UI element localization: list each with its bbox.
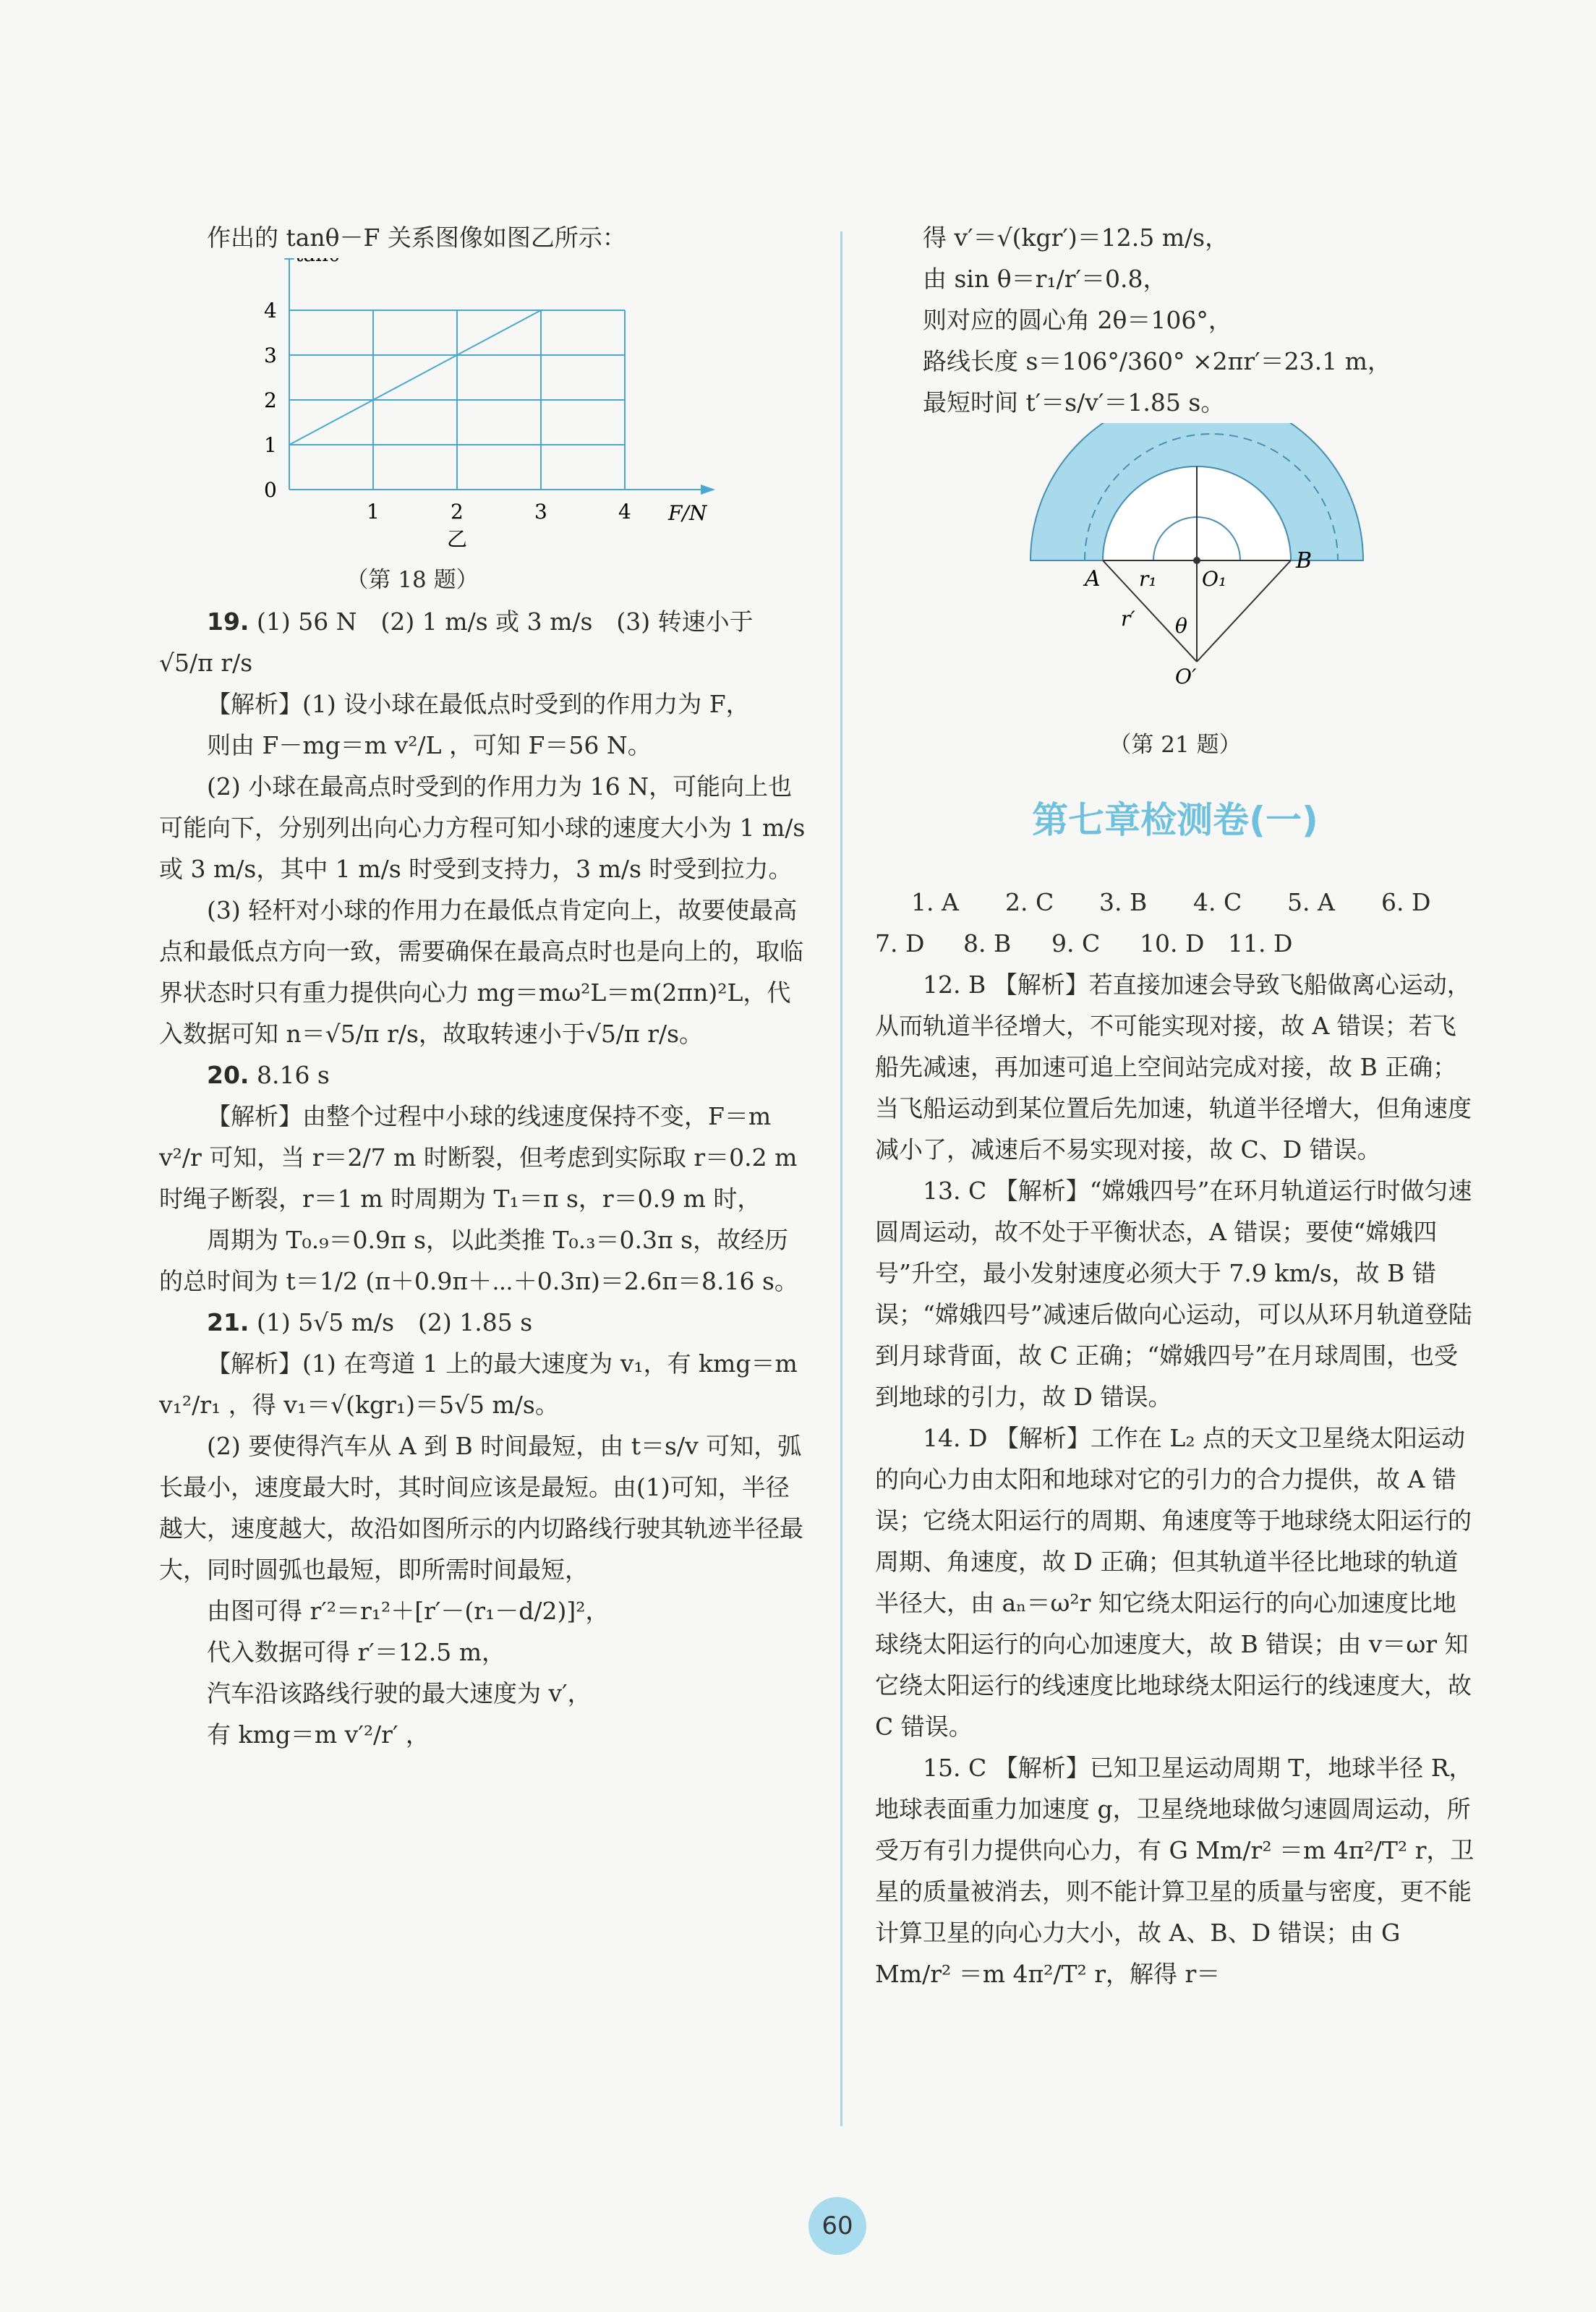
x-tick-label: 1 (367, 500, 380, 524)
q21-answer-text: (1) 5√5 m/s (2) 1.85 s (256, 1308, 533, 1336)
y-tick-label: 2 (264, 388, 277, 412)
answer-4: 4. C (1193, 888, 1242, 916)
q19-analysis-4: (3) 轻杆对小球的作用力在最低点肯定向上，故要使最高点和最低点方向一致，需要确保在最高点时也是向上的，取临界状态时只有重力提供向心力 mg＝mω²L＝m(2πn)²L，代入数据可知 n＝√5/π r/s，故取转速小于√5/π r/s。 (159, 896, 803, 1048)
right-line-3: 则对应的圆心角 2θ＝106°， (923, 306, 1232, 334)
label-o-prime: O′ (1175, 665, 1197, 688)
q19-analysis-3: (2) 小球在最高点时受到的作用力为 16 N，可能向上也可能向下，分别列出向心力方程可知小球的速度大小为 1 m/s 或 3 m/s，其中 1 m/s 时受到支持力，3 m/s 时受到拉力。 (159, 772, 806, 883)
answer-7: 7. D (875, 929, 925, 957)
y-tick-label: 3 (264, 344, 277, 367)
x-axis-label: F/N (668, 501, 707, 525)
y-tick-label: 4 (264, 299, 277, 323)
x-axis-arrow (701, 485, 715, 495)
q21-answer (159, 1302, 810, 1343)
q21-line-3: 汽车沿该路线行驶的最大速度为 v′， (207, 1679, 592, 1707)
q14-analysis: 14. D 【解析】工作在 L₂ 点的天文卫星绕太阳运动的向心力由太阳和地球对它的引力的合力提供，故 A 错误；它绕太阳运行的周期、角速度等于地球绕太阳运行的周期、角速度，故 D 正确；但其轨道半径比地球的轨道半径大，由 aₙ＝ω²r 知它绕太阳运行的向心加速度比地球绕太阳运行的向心加速度大，故 B 错误；由 v＝ωr 知它绕太阳运行的线速度比地球绕太阳运行的线速度大，故 C 错误。 (875, 1424, 1472, 1741)
q12-analysis: 12. B 【解析】若直接加速会导致飞船做离心运动，从而轨道半径增大，不可能实现对接，故 A 错误；若飞船先减速，再加速可追上空间站完成对接，故 B 正确；当飞船运动到某位置后先加速，轨道半径增大，但角速度减小了，减速后不易实现对接，故 C、D 错误。 (875, 971, 1472, 1164)
label-r1: r₁ (1139, 567, 1157, 591)
y-tick-label: 1 (264, 433, 277, 457)
origin-label: 0 (264, 478, 277, 502)
q21-line-2: 代入数据可得 r′＝12.5 m， (207, 1638, 506, 1666)
answer-3: 3. B (1099, 888, 1148, 916)
right-line-5: 最短时间 t′＝s/v′＝1.85 s。 (923, 388, 1225, 417)
answer-1: 1. A (911, 888, 959, 916)
q19-answer (159, 601, 810, 642)
q13-analysis: 13. C 【解析】“嫦娥四号”在环月轨道运行时做匀速圆周运动，故不处于平衡状态，A 错误；要使“嫦娥四号”升空，最小发射速度必须大于 7.9 km/s，故 B 错误；“嫦娥四号”减速后做向心运动，可以从环月轨道登陆到月球背面，故 C 正确；“嫦娥四号”在月球周围，也受到地球的引力，故 D 错误。 (875, 1177, 1472, 1411)
q19-analysis-1: 【解析】(1) 设小球在最低点时受到的作用力为 F， (207, 690, 750, 718)
q21-number: 21. (207, 1308, 249, 1336)
answer-10: 10. D (1140, 929, 1205, 957)
label-theta: θ (1175, 614, 1187, 638)
right-line-1: 得 v′＝√(kgr′)＝12.5 m/s， (923, 223, 1229, 252)
x-tick-label: 2 (451, 500, 464, 524)
chart-intro: 作出的 tanθ－F 关系图像如图乙所示： (207, 223, 626, 252)
answer-9: 9. C (1051, 929, 1101, 957)
center-o1-dot (1193, 557, 1200, 564)
q21-analysis-2: (2) 要使得汽车从 A 到 B 时间最短，由 t＝s/v 可知，弧长最小，速度最大时，其时间应该是最短。由(1)可知，半径越大，速度越大，故沿如图所示的内切路线行驶其轨迹半径最大，同时圆弧也最短，即所需时间最短， (159, 1432, 803, 1584)
answer-8: 8. B (963, 929, 1012, 957)
x-tick-label: 3 (534, 500, 547, 524)
q21-line-1: 由图可得 r′²＝r₁²＋[r′－(r₁－d/2)]²， (207, 1597, 610, 1625)
q21-line-4: 有 kmg＝m v′²/r′ ， (207, 1720, 430, 1749)
answers-row-2 (875, 923, 1316, 964)
q19-answer-line2: √5/π r/s (159, 649, 253, 677)
right-column (875, 217, 1475, 1995)
road-arc-figure (875, 423, 1475, 712)
q20-analysis-2: 周期为 T₀.₉＝0.9π s，以此类推 T₀.₃＝0.3π s，故经历的总时间为 t＝1/2 (π＋0.9π＋⋯＋0.3π)＝2.6π＝8.16 s。 (159, 1226, 798, 1295)
label-a: A (1085, 566, 1101, 592)
q19-analysis-2: 则由 F－mg＝m v²/L ，可知 F＝56 N。 (207, 731, 652, 759)
caption-18: （第 18 题） (346, 567, 479, 593)
column-divider (840, 231, 842, 2126)
data-line (289, 310, 541, 445)
q19-number: 19. (207, 607, 249, 636)
right-line-4: 路线长度 s＝106°/360° ×2πr′＝23.1 m， (923, 347, 1391, 375)
q21-analysis-1: 【解析】(1) 在弯道 1 上的最大速度为 v₁，有 kmg＝m v₁²/r₁ ，得 v₁＝√(kgr₁)＝5√5 m/s。 (159, 1349, 798, 1419)
page-number: 60 (808, 2197, 866, 2255)
y-axis-label (295, 258, 341, 266)
q15-analysis: 15. C 【解析】已知卫星运动周期 T，地球半径 R，地球表面重力加速度 g，卫星绕地球做匀速圆周运动，所受万有引力提供向心力，有 G Mm/r² ＝m 4π²/T² r，卫星的质量被消去，则不能计算卫星的质量与密度，更不能计算卫星的向心力大小，故 A、B、D 错误；由 G Mm/r² ＝m 4π²/T² r，解得 r＝ (875, 1754, 1475, 1988)
q20-analysis-1: 【解析】由整个过程中小球的线速度保持不变，F＝m v²/r 可知，当 r＝2/7 m 时断裂，但考虑到实际取 r＝0.2 m 时绳子断裂，r＝1 m 时周期为 T₁＝π s，r＝0.9 m 时， (159, 1102, 798, 1213)
label-r-prime: r′ (1121, 607, 1135, 631)
x-tick-label: 4 (618, 500, 631, 524)
answers-row-1 (875, 882, 1475, 923)
q20-number: 20. (207, 1061, 249, 1089)
right-line-2: 由 sin θ＝r₁/r′＝0.8， (923, 265, 1167, 293)
y-axis-arrow (284, 258, 294, 260)
q20-answer-text: 8.16 s (256, 1061, 330, 1089)
label-o1: O₁ (1202, 567, 1227, 591)
left-column (159, 217, 810, 1755)
q20-answer (159, 1054, 810, 1096)
q19-answer-text: (1) 56 N (2) 1 m/s 或 3 m/s (3) 转速小于 (256, 607, 754, 636)
chapter-title: 第七章检测卷(一) (1032, 799, 1318, 841)
answer-6: 6. D (1381, 888, 1431, 916)
answer-2: 2. C (1005, 888, 1054, 916)
answer-5: 5. A (1287, 888, 1335, 916)
tan-theta-f-chart (159, 258, 810, 547)
caption-21: （第 21 题） (1109, 732, 1242, 758)
label-b: B (1296, 548, 1313, 573)
chart-sub-label: 乙 (447, 527, 468, 547)
answer-11: 11. D (1228, 929, 1293, 957)
